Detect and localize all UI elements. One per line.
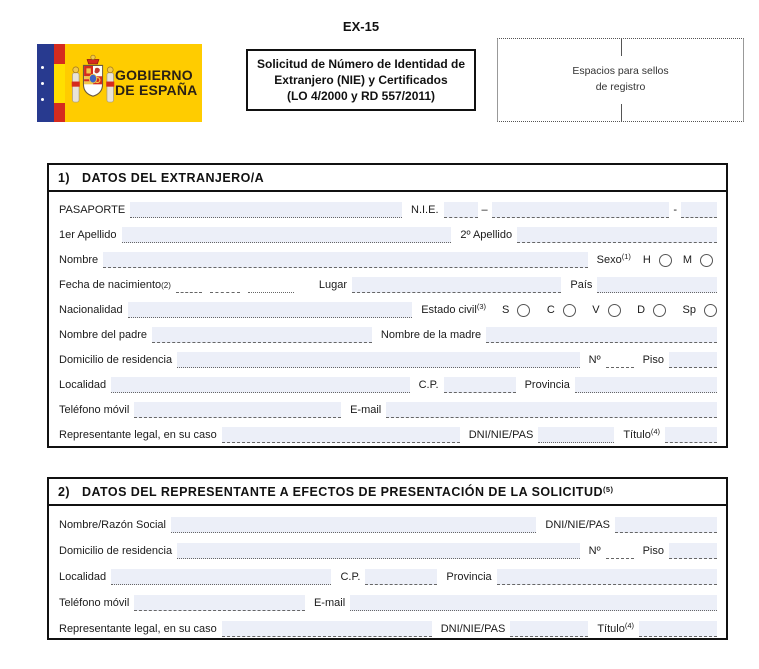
dni-nie-pas-label: DNI/NIE/PAS [468,429,534,441]
titulo-input[interactable] [665,427,717,443]
fecha-mes-input[interactable] [210,277,240,293]
nombre-padre-label: Nombre del padre [59,329,148,341]
provincia2-label: Provincia [446,571,492,583]
piso2-input[interactable] [669,543,717,559]
fecha-nacimiento-label: Fecha de nacimiento(2) [59,279,171,291]
telefono2-label: Teléfono móvil [59,597,130,609]
nombre-razon-input[interactable] [171,517,536,533]
logo-line1: GOBIERNO [115,66,193,83]
localidad-input[interactable] [111,377,410,393]
representante-label: Representante legal, en su caso [59,429,217,441]
representante2-label: Representante legal, en su caso [59,623,217,635]
form-title-line1: Solicitud de Número de Identidad de [256,56,466,71]
piso-input[interactable] [669,352,717,368]
telefono2-input[interactable] [134,595,305,611]
section-datos-extranjero [47,163,728,448]
nie-label: N.I.E. [411,204,439,216]
estado-sp-label: Sp [682,304,696,316]
dni-nie-pas3-label: DNI/NIE/PAS [440,623,506,635]
row2-domicilio [49,534,726,560]
apellido2-input[interactable] [517,227,717,243]
numero-label: Nº [588,354,601,366]
row-fecha-lugar-pais [49,269,726,294]
dni-nie-pas-input[interactable] [538,427,614,443]
cp-label: C.P. [418,379,439,391]
sexo-h-label: H [642,254,651,266]
estado-v-label: V [592,304,600,316]
titulo-label: Título$^{(4)}$ [623,427,660,441]
section-datos-representante [47,477,728,640]
domicilio2-label: Domicilio de residencia [59,545,173,557]
titulo2-input[interactable] [639,621,717,637]
provincia-label: Provincia [524,379,570,391]
estado-s-label: S [502,304,510,316]
telefono-input[interactable] [134,402,341,418]
email-label: E-mail [350,404,382,416]
nie-separator2: - [673,204,677,216]
logo-line2: DE ESPAÑA [115,82,198,98]
domicilio-input[interactable] [177,352,580,368]
dni-nie-pas2-label: DNI/NIE/PAS [545,519,610,531]
sexo-label: Sexo$^{(1)}$ [596,252,631,266]
pais-label: País [570,279,593,291]
nacionalidad-label: Nacionalidad [59,304,123,316]
row-pasaporte-nie [49,194,726,219]
nie-part3-input[interactable] [681,202,717,218]
row-localidad [49,369,726,394]
estado-civil-label: Estado civil$^{(3)}$ [421,302,486,316]
lugar-label: Lugar [318,279,348,291]
row-representante [49,419,726,444]
logo-text [115,68,197,98]
sexo-m-radio[interactable] [700,254,713,267]
lugar-input[interactable] [352,277,561,293]
estado-sp-radio[interactable] [704,304,717,317]
section1-header [49,165,726,192]
spain-flag-stripe [54,44,65,122]
form-title-line2: Extranjero (NIE) y Certificados [274,72,448,87]
stamp-text-line2: de registro [595,81,646,93]
dni-nie-pas2-input[interactable] [615,517,717,533]
representante-input[interactable] [222,427,460,443]
nacionalidad-input[interactable] [128,302,413,318]
domicilio-label: Domicilio de residencia [59,354,173,366]
row-nacionalidad-estado [49,294,726,319]
row-padre-madre [49,319,726,344]
gobierno-espana-logo [37,44,202,122]
apellido1-input[interactable] [122,227,452,243]
piso-label: Piso [642,354,664,366]
row-domicilio [49,344,726,369]
nombre-razon-label: Nombre/Razón Social [59,519,166,531]
representante2-input[interactable] [222,621,432,637]
section2-header [49,479,726,506]
row-nombre-sexo [49,244,726,269]
pais-input[interactable] [597,277,717,293]
nie-part2-input[interactable] [492,202,670,218]
provincia2-input[interactable] [497,569,717,585]
localidad2-input[interactable] [111,569,331,585]
numero2-input[interactable] [606,543,634,559]
form-title-line3: (LO 4/2000 y RD 557/2011) [286,89,436,104]
row2-representante [49,612,726,638]
nie-part1-input[interactable] [444,202,478,218]
fecha-dia-input[interactable] [176,277,202,293]
spain-coat-of-arms-icon [71,53,115,113]
nie-separator1: – [481,204,488,216]
cp2-label: C.P. [340,571,361,583]
piso2-label: Piso [642,545,664,557]
email-input[interactable] [386,402,717,418]
row2-telefono-email [49,586,726,612]
nombre-input[interactable] [103,252,588,268]
nombre-madre-input[interactable] [486,327,717,343]
pasaporte-input[interactable] [130,202,402,218]
localidad2-label: Localidad [59,571,107,583]
sexo-h-radio[interactable] [659,254,672,267]
nombre-label: Nombre [59,254,99,266]
sexo-m-label: M [682,254,692,266]
row-telefono-email [49,394,726,419]
dni-nie-pas3-input[interactable] [510,621,588,637]
apellido1-label: 1er Apellido [59,229,117,241]
estado-d-radio[interactable] [653,304,666,317]
estado-c-label: C [546,304,555,316]
email2-input[interactable] [350,595,717,611]
cp2-input[interactable] [365,569,437,585]
estado-c-radio[interactable] [563,304,576,317]
numero-input[interactable] [606,352,634,368]
section2-number: 2) [58,484,71,499]
domicilio2-input[interactable] [177,543,580,559]
cp-input[interactable] [444,377,516,393]
estado-civil-options [501,304,717,319]
localidad-label: Localidad [59,379,107,391]
section2-title: DATOS DEL REPRESENTANTE A EFECTOS DE PRESENTACIÓN DE LA SOLICITUD$^{(5)}$ [82,484,614,499]
numero2-label: Nº [588,545,601,557]
telefono-label: Teléfono móvil [59,404,130,416]
email2-label: E-mail [313,597,346,609]
apellido2-label: 2º Apellido [460,229,513,241]
estado-v-radio[interactable] [608,304,621,317]
registry-stamp-box [497,38,744,122]
estado-s-radio[interactable] [517,304,530,317]
section1-number: 1) [58,170,71,185]
form-code: EX-15 [342,19,380,34]
form-title-box [246,49,476,111]
provincia-input[interactable] [575,377,717,393]
nombre-madre-label: Nombre de la madre [380,329,482,341]
section1-title: DATOS DEL EXTRANJERO/A [82,170,265,185]
nombre-padre-input[interactable] [152,327,372,343]
stamp-text-line1: Espacios para sellos [572,65,669,78]
estado-d-label: D [637,304,646,316]
pasaporte-label: PASAPORTE [59,204,126,216]
fecha-anio-input[interactable] [248,277,294,293]
titulo2-label: Título$^{(4)}$ [597,621,634,635]
row2-nombre-razon [49,508,726,534]
eu-blue-stripe [37,44,54,122]
row-apellidos [49,219,726,244]
row2-localidad [49,560,726,586]
